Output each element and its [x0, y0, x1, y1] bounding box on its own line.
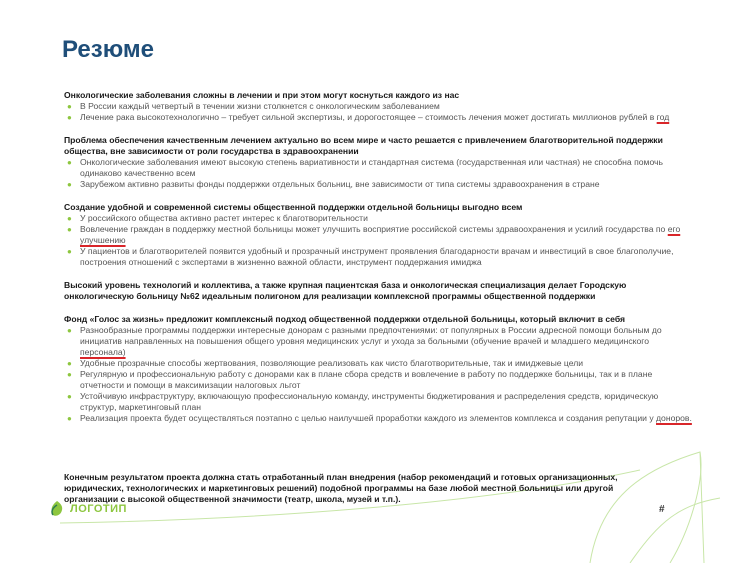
list-item-text: Вовлечение граждан в поддержку местной больницы может улучшить восприятие российской системы здравоохранения и усилий государства по	[80, 224, 666, 234]
page-number: #	[659, 504, 665, 515]
list-item	[64, 213, 694, 224]
list-item	[64, 101, 694, 112]
list-item	[64, 413, 694, 424]
list-item	[64, 246, 694, 268]
bullet-list	[64, 101, 694, 123]
section	[64, 314, 694, 424]
section-heading: Создание удобной и современной системы общественной поддержки отдельной больницы выгодно всем	[64, 202, 523, 212]
list-item-text: Удобные прозрачные способы жертвования, позволяющие реализовать как чисто благотворительные, так и имиджевые цели	[80, 358, 584, 368]
bullet-icon: ●	[67, 247, 72, 256]
list-item-text: Разнообразные программы поддержки интересные донорам с разными предпочтениями: от популярных в России адресной помощи больным до инициатив направленных на повышения общего уровня медицинских услуг и ухода за больными (обучение врачей и младшего медицинского	[80, 325, 662, 346]
list-item	[64, 369, 694, 391]
underlined-text: персонала)	[80, 347, 126, 357]
section-heading: Проблема обеспечения качественным лечением актуально во всем мире и часто решается с привлечением благотворительной поддержки общества, вне зависимости от роли государства в здравоохранении	[64, 135, 663, 156]
bullet-icon: ●	[67, 326, 72, 335]
bullet-list	[64, 157, 694, 190]
bullet-icon: ●	[67, 158, 72, 167]
list-item	[64, 391, 694, 413]
bullet-icon: ●	[67, 225, 72, 234]
bullet-icon: ●	[67, 102, 72, 111]
section-heading: Высокий уровень технологий и коллектива, а также крупная пациентская база и онкологическая специализация делает Городскую онкологическую больницу №62 идеальным полигоном для реализации комплексной программы общественной поддержки	[64, 280, 627, 301]
list-item	[64, 179, 694, 190]
underlined-text: год	[656, 112, 670, 122]
section	[64, 202, 694, 268]
list-item-text: Онкологические заболевания имеют высокую степень вариативности и стандартная система (государственная или частная) не способна помочь одинаково качественно всем	[80, 157, 663, 178]
section	[64, 90, 694, 123]
section-heading: Фонд «Голос за жизнь» предложит комплексный подход общественной поддержки отдельной больницы, который включит в себя	[64, 314, 626, 324]
bullet-icon: ●	[67, 214, 72, 223]
section	[64, 135, 694, 190]
list-item-text: У пациентов и благотворителей появится удобный и прозрачный инструмент проявления благодарности врачам и инвестиций в свое благополучие, построения отношений с экспертами в жизненно важной области, инструмент поддержания имиджа	[80, 246, 674, 267]
bullet-icon: ●	[67, 370, 72, 379]
section-heading: Онкологические заболевания сложны в лечении и при этом могут коснуться каждого из нас	[64, 90, 460, 100]
list-item-text: Реализация проекта будет осуществляться поэтапно с целью наилучшей проработки каждого из элементов комплекса и создания репутации у	[80, 413, 654, 423]
list-item	[64, 224, 694, 246]
bullet-icon: ●	[67, 414, 72, 423]
bullet-icon: ●	[67, 180, 72, 189]
logo-icon	[48, 500, 66, 518]
section	[64, 280, 694, 302]
page-title: Резюме	[62, 36, 154, 63]
underlined-text: доноров.	[656, 413, 692, 423]
list-item	[64, 112, 694, 123]
bullet-list	[64, 325, 694, 424]
bullet-list	[64, 213, 694, 268]
list-item-text: Зарубежом активно развиты фонды поддержки отдельных больниц, вне зависимости от типа системы здравоохранения в стране	[80, 179, 600, 189]
bullet-icon: ●	[67, 359, 72, 368]
underlined-text: его улучшению	[80, 224, 681, 245]
summary-content	[64, 90, 694, 436]
list-item-text: У российского общества активно растет интерес к благотворительности	[80, 213, 368, 223]
list-item	[64, 157, 694, 179]
bullet-icon: ●	[67, 113, 72, 122]
list-item-text: Регулярную и профессиональную работу с донорами как в плане сбора средств и вовлечение в работу по поддержке больницы, так и в плане отчетности и помощи в максимизации налоговых льгот	[80, 369, 653, 390]
list-item	[64, 358, 694, 369]
list-item	[64, 325, 694, 358]
logo-text: ЛОГОТИП	[70, 503, 127, 515]
list-item-text: В России каждый четвертый в течении жизни столкнется с онкологическим заболеванием	[80, 101, 440, 111]
bullet-icon: ●	[67, 392, 72, 401]
list-item-text: Устойчивую инфраструктуру, включающую профессиональную команду, инструменты бюджетирования и распределения средств, юридическую структур, маркетинговый план	[80, 391, 659, 412]
list-item-text: Лечение рака высокотехнологично – требует сильной экспертизы, и дорогостоящее – стоимость лечения может достигать миллионов рублей в	[80, 112, 655, 122]
conclusion-text: Конечным результатом проекта должна стать отработанный план внедрения (набор рекомендаций и готовых организационных, юридических, технологических и маркетинговых решений) подобной программы на базе любой местной больницы или другой организации с высокой общественной значимости (театр, школа, музей и т.п.).	[64, 472, 618, 504]
logo	[48, 500, 127, 518]
